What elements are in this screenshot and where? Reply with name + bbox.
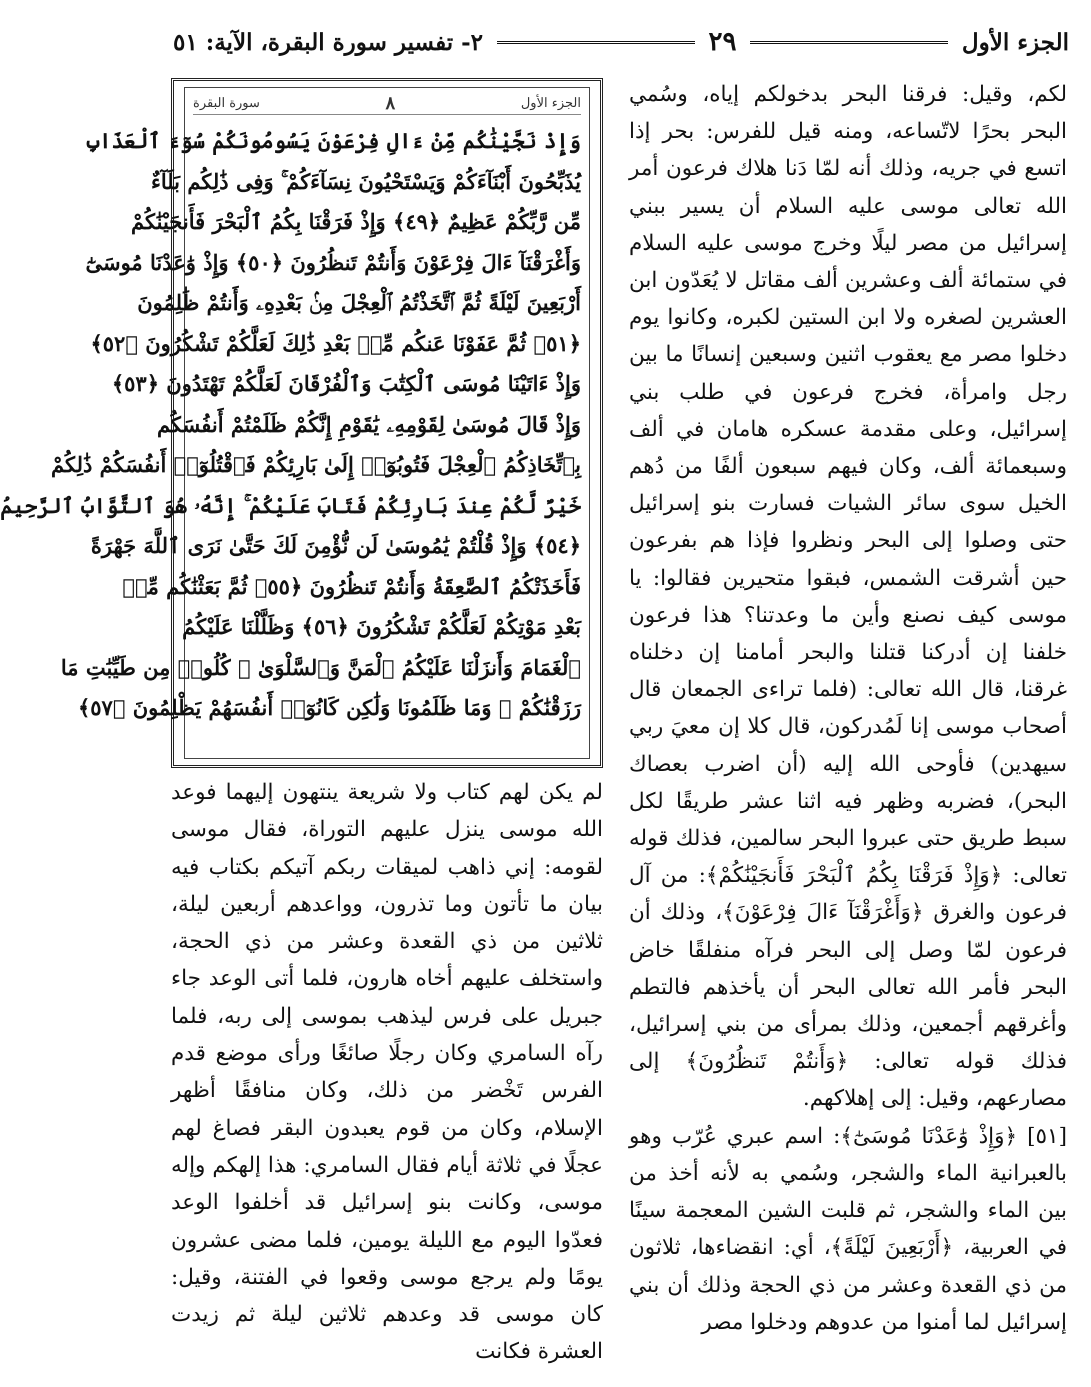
- header-surah-title: ٢- تفسير سورة البقرة، الآية: ٥١: [173, 28, 484, 56]
- ayah-line-11: ﴿٥٤﴾ وَإِذْ قُلْتُمْ يَٰمُوسَىٰ لَن نُّؤْمِنَ لَكَ حَتَّىٰ نَرَى ٱللَّهَ جَهْرَةً: [90, 533, 581, 558]
- mushaf-inner-frame: [0, 87, 590, 759]
- ayah-line-6: ﴿٥١﴾ ثُمَّ عَفَوْنَا عَنكُم مِّنۢ بَعْدِ ذَٰلِكَ لَعَلَّكُمْ تَشْكُرُونَ ﴿٥٢﴾: [90, 330, 581, 356]
- commentary-paragraph-1: لكم، وقيل: فرقنا البحر بدخولكم إياه، وسُمي البحر بحرًا لاتّساعه، ومنه قيل للفرس: بحر إذا اتسع في جريه، وذلك أنه لمّا دَنا هلاك فرعون أمر الله تعالى موسى عليه السلام أن يسير ببني إسرائيل من مصر ليلًا وخرج موسى عليه السلام في ستمائة ألف وعشرين ألف مقاتل لا يُعَدّون ابن العشرين لصغره ولا ابن الستين لكبره، وكانوا يوم دخلوا مصر مع يعقوب اثنين وسبعين إنسانًا ما بين رجل وامرأة، فخرج فرعون في طلب بني إسرائيل، وعلى مقدمة عسكره هامان في ألف وسبعمائة ألف، وكان فيهم سبعون ألفًا من دُهم الخيل سوى سائر الشيات فسارت بنو إسرائيل حتى وصلوا إلى البحر ونظروا فإذا هم بفرعون حين أشرقت الشمس، فبقوا متحيرين فقالوا: يا موسى كيف نصنع وأين ما وعدتنا؟ هذا فرعون خلفنا إن أدركنا قتلنا والبحر أمامنا إن دخلناه غرقنا، قال الله تعالى: (فلما تراءى الجمعان قال أصحاب موسى إنا لَمُدركون، قال كلا إن معيَ ربي سيهدين) فأوحى الله إليه (أن اضرب بعصاك البحر)، فضربه وظهر فيه اثنا عشر طريقًا لكل سبط طريق حتى عبروا البحر سالمين، فذلك قوله تعالى: ﴿وَإِذْ فَرَقْنَا بِكُمُ ٱلْبَحْرَ فَأَنجَيْنَٰكُمْ﴾: من آل فرعون والغرق ﴿وَأَغْرَقْنَآ ءَالَ فِرْعَوْنَ﴾، وذلك أن فرعون لمّا وصل إلى البحر فرآه منفلقًا خاض البحر فأمر الله تعالى البحر أن يأخذهم فالتطم وأغرقهم أجمعين، وذلك بمرأى من بني إسرائيل، فذلك قوله تعالى: ﴿وَأَنتُمْ تَنظُرُونَ﴾ إلى مصارعهم، وقيل: إلى إهلاكهم.: [629, 82, 1067, 1112]
- commentary-paragraph-3: لم يكن لهم كتاب ولا شريعة ينتهون إليهما فوعد الله موسى ينزل عليهم التوراة، فقال موسى لقومه: إني ذاهب لميقات ربكم آتيكم بكتاب فيه بيان ما تأتون وما تذرون، وواعدهم أربعين ليلة، ثلاثين من ذي القعدة وعشر من ذي الحجة، واستخلف عليهم أخاه هارون، فلما أتى الوعد جاء جبريل على فرس ليذهب بموسى إلى ربه، فلما رآه السامري وكان رجلًا صائغًا ورأى موضع قدم الفرس تَخْضر من ذلك، وكان منافقًا أظهر الإسلام، وكان من قوم يعبدون البقر فصاغ لهم عجلًا في ثلاثة أيام فقال السامري: هذا إلهكم وإله موسى، وكانت بنو إسرائيل قد أخلفوا الوعد فعدّوا اليوم مع الليلة يومين، فلما مضى عشرون يومًا ولم يرجع موسى وقعوا في الفتنة، وقيل: كان موسى قد وعدهم ثلاثين ليلة ثم زيدت العشرة فكانت: [171, 780, 603, 1365]
- ayah-line-8: وَإِذْ قَالَ مُوسَىٰ لِقَوْمِهِۦ يَٰقَوْمِ إِنَّكُمْ ظَلَمْتُمْ أَنفُسَكُم: [156, 411, 581, 437]
- mushaf-page-number: ٨: [385, 92, 396, 114]
- ayah-line-14: ٱلْغَمَامَ وَأَنزَلْنَا عَلَيْكُمُ ٱلْمَنَّ وَٱلسَّلْوَىٰ ۖ كُلُوا۟ مِن طَيِّبَٰتِ مَا: [60, 654, 581, 680]
- ayah-line-12: فَأَخَذَتْكُمُ ٱلصَّٰعِقَةُ وَأَنتُمْ تَنظُرُونَ ﴿٥٥﴾ ثُمَّ بَعَثْنَٰكُم مِّنۢ: [122, 573, 581, 599]
- ayah-line-5: أَرْبَعِينَ لَيْلَةً ثُمَّ ٱتَّخَذْتُمُ ٱلْعِجْلَ مِنۢ بَعْدِهِۦ وَأَنتُمْ ظَٰلِمُونَ: [137, 290, 581, 315]
- header-juz-title: الجزء الأول: [961, 28, 1069, 56]
- ayah-line-3: مِّن رَّبِّكُمْ عَظِيمٌ ﴿٤٩﴾ وَإِذْ فَرَقْنَا بِكُمُ ٱلْبَحْرَ فَأَنجَيْنَٰكُمْ: [131, 209, 581, 234]
- ayah-line-1: وَإِذْ نَجَّيْنَٰكُم مِّنْ ءَالِ فِرْعَوْنَ يَسُومُونَكُمْ سُوٓءَ ٱلْعَذَابِ: [86, 128, 581, 153]
- ayah-line-2: يُذَبِّحُونَ أَبْنَآءَكُمْ وَيَسْتَحْيُونَ نِسَآءَكُمْ ۚ وَفِى ذَٰلِكُم بَلَآءٌ: [150, 168, 581, 194]
- mushaf-surah-label: سورة البقرة: [193, 95, 260, 111]
- mushaf-juz-label: الجزء الأول: [520, 95, 581, 111]
- ayah-line-15: رَزَقْنَٰكُمْ ۖ وَمَا ظَلَمُونَا وَلَٰكِن كَانُوٓا۟ أَنفُسَهُمْ يَظْلِمُونَ ﴿٥٧﴾: [77, 695, 581, 720]
- commentary-paragraph-2: [٥١] ﴿وَإِذْ وَٰعَدْنَا مُوسَىٰٓ﴾: اسم عبري عُرّب وهو بالعبرانية الماء والشجر، وسُمي به لأنه أخذ من بين الماء والشجر، ثم قلبت الشين المعجمة سينًا في العربية، ﴿أَرْبَعِينَ لَيْلَةً﴾، أي: انقضاءها، ثلاثون من ذي القعدة وعشر من ذي الحجة وذلك أن بني إسرائيل لما أمنوا من عدوهم ودخلوا مصر: [629, 1123, 1067, 1335]
- header-rule-right: [750, 41, 947, 44]
- ayah-line-4: وَأَغْرَقْنَآ ءَالَ فِرْعَوْنَ وَأَنتُمْ تَنظُرُونَ ﴿٥٠﴾ وَإِذْ وَٰعَدْنَا مُوسَىٰٓ: [85, 249, 581, 275]
- ayah-line-13: بَعْدِ مَوْتِكُمْ لَعَلَّكُمْ تَشْكُرُونَ ﴿٥٦﴾ وَظَلَّلْنَا عَلَيْكُمُ: [182, 614, 581, 639]
- header-rule-left: [497, 41, 694, 44]
- ayah-line-9: بِٱتِّخَاذِكُمُ ٱلْعِجْلَ فَتُوبُوٓا۟ إِلَىٰ بَارِئِكُمْ فَٱقْتُلُوٓا۟ أَنفُسَكُمْ ذَٰلِكُمْ: [51, 452, 581, 477]
- page-number: ٢٩: [708, 27, 737, 57]
- ayah-line-10: خَيْرٌ لَّكُمْ عِندَ بَارِئِكُمْ فَتَابَ عَلَيْكُمْ ۚ إِنَّهُۥ هُوَ ٱلتَّوَّابُ ٱلرَّحِيمُ: [0, 492, 581, 518]
- mushaf-page-frame: [0, 78, 603, 768]
- right-column: [629, 76, 1067, 1341]
- page-header: [173, 22, 1069, 62]
- ayah-line-7: وَإِذْ ءَاتَيْنَا مُوسَى ٱلْكِتَٰبَ وَٱلْفُرْقَانَ لَعَلَّكُمْ تَهْتَدُونَ ﴿٥٣﴾: [111, 371, 581, 396]
- left-column: [171, 774, 603, 1371]
- mushaf-header: [193, 92, 581, 115]
